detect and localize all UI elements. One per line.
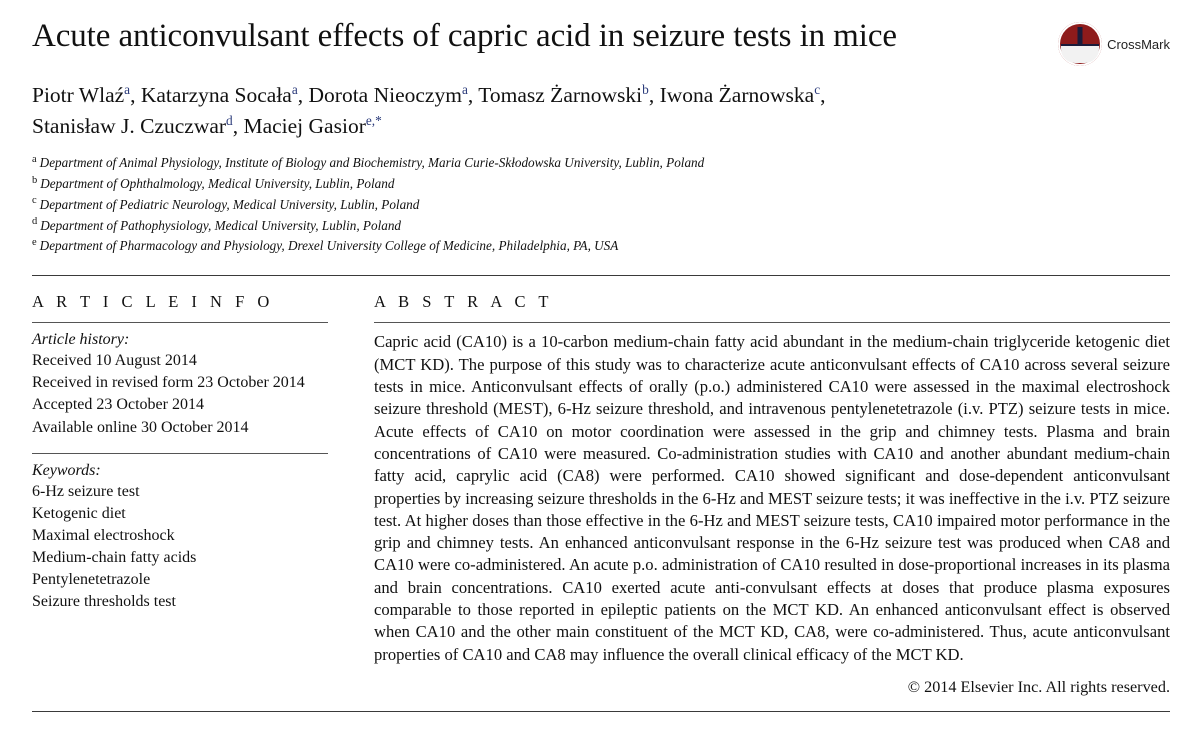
author-affiliation-mark: a xyxy=(124,81,131,97)
corresponding-author-mark: e,* xyxy=(365,112,382,128)
affiliation-item xyxy=(32,174,1170,195)
affiliation-item xyxy=(32,195,1170,216)
author-affiliation-mark: b xyxy=(642,81,649,97)
article-history-title: Article history: xyxy=(32,331,130,349)
page-title: Acute anticonvulsant effects of capric acid in seizure tests in mice xyxy=(32,18,897,54)
article-history-item: Available online 30 October 2014 xyxy=(32,418,249,436)
author-line-2: Stanisław J. Czuczwar$^d$, Maciej Gasior$^{e,*}$ xyxy=(32,112,382,138)
affiliation-mark: a xyxy=(32,153,37,165)
keyword-item: Seizure thresholds test xyxy=(32,593,176,611)
crossmark-icon xyxy=(1058,22,1102,66)
author-name: Iwona Żarnowska xyxy=(659,83,815,107)
affiliation-mark: d xyxy=(32,216,38,228)
keyword-item: Medium-chain fatty acids xyxy=(32,548,197,566)
affiliation-text: Department of Pharmacology and Physiology, Drexel University College of Medicine, Philadelphia, PA, USA xyxy=(39,238,619,254)
keyword-item: Ketogenic diet xyxy=(32,504,126,522)
author-name: Stanisław J. Czuczwar xyxy=(32,113,227,138)
author-line-1: Piotr Wlaź$^a$, Katarzyna Socała$^a$, Dorota Nieoczym$^a$, Tomasz Żarnowski$^b$, Iwona Żarnowska$^c$, xyxy=(32,81,826,107)
keyword-item: Pentylenetetrazole xyxy=(32,570,151,588)
abstract-divider xyxy=(374,322,1170,323)
author-name: Dorota Nieoczym xyxy=(308,83,462,107)
author-affiliation-mark: a xyxy=(291,81,298,97)
abstract-text: Capric acid (CA10) is a 10-carbon medium-chain fatty acid abundant in the medium-chain triglyceride ketogenic diet (MCT KD). The purpose of this study was to characterize acute anticonvulsant effects of CA10 across several seizure tests in mice. Anticonvulsant effects of orally (p.o.) administered CA10 were assessed in the maximal electroshock seizure threshold (MEST), 6-Hz seizure threshold, and intravenous pentylenetetrazole (i.v. PTZ) seizure tests in mice. Acute effects of CA10 on motor coordination were assessed in the grip and chimney tests. Plasma and brain concentrations of CA10 were measured. Co-administration studies with CA10 and another abundant medium-chain fatty acid, caprylic acid (CA8) were performed. CA10 showed significant and dose-dependent anticonvulsant properties by increasing seizure thresholds in the 6-Hz and MEST seizure tests; it was ineffective in the i.v. PTZ seizure test. At higher doses than those effective in the 6-Hz and MEST seizure tests, CA10 impaired motor performance in the grip and chimney tests. An enhanced anticonvulsant response in the 6-Hz seizure test was produced when CA8 and CA10 were co-administered. An acute p.o. administration of CA10 resulted in dose-proportional increases in its plasma and brain concentrations. CA10 exerted acute anti-convulsant effects at doses that produce plasma exposures comparable to those reported in epileptic patients on the MCT KD. An enhanced anticonvulsant effect is observed when CA10 and the other main constituent of the MCT KD, CA8, were co-administered. Thus, acute anticonvulsant properties of CA10 and CA8 may influence the overall clinical efficacy of the MCT KD. xyxy=(374,332,1170,664)
abstract-column xyxy=(352,292,1170,697)
affiliation-item xyxy=(32,236,1170,257)
author-affiliation-mark: a xyxy=(461,81,468,97)
abstract-heading: A B S T R A C T xyxy=(374,292,553,312)
title-row xyxy=(32,18,1170,66)
footer-divider xyxy=(32,711,1170,712)
author-name: Maciej Gasior xyxy=(243,113,366,138)
copyright-notice: © 2014 Elsevier Inc. All rights reserved. xyxy=(907,678,1170,697)
article-history-item: Accepted 23 October 2014 xyxy=(32,396,204,414)
author-list xyxy=(32,80,1072,141)
affiliation-list xyxy=(32,153,1170,257)
header-divider xyxy=(32,275,1170,276)
affiliation-mark: e xyxy=(32,237,37,249)
author-name: Katarzyna Socała xyxy=(140,83,292,107)
article-history-item: Received 10 August 2014 xyxy=(32,352,197,370)
affiliation-item xyxy=(32,153,1170,174)
article-history-item: Received in revised form 23 October 2014 xyxy=(32,374,305,392)
affiliation-mark: c xyxy=(32,195,37,207)
affiliation-text: Department of Animal Physiology, Institute of Biology and Biochemistry, Maria Curie-Skłodowska University, Lublin, Poland xyxy=(39,155,705,171)
keyword-item: 6-Hz seizure test xyxy=(32,482,140,500)
affiliation-mark: b xyxy=(32,174,38,186)
author-affiliation-mark: d xyxy=(226,112,233,128)
author-name: Piotr Wlaź xyxy=(32,83,125,107)
info-abstract-columns xyxy=(32,292,1170,697)
author-name: Tomasz Żarnowski xyxy=(478,83,643,107)
article-info-divider-top xyxy=(32,322,328,323)
affiliation-text: Department of Ophthalmology, Medical University, Lublin, Poland xyxy=(40,175,395,191)
author-affiliation-mark: c xyxy=(814,81,821,97)
crossmark-badge[interactable] xyxy=(1058,22,1170,66)
keyword-item: Maximal electroshock xyxy=(32,526,175,544)
article-info-column xyxy=(32,292,352,697)
keywords-title: Keywords: xyxy=(32,461,101,479)
crossmark-label: CrossMark xyxy=(1107,36,1170,52)
affiliation-item xyxy=(32,216,1170,237)
affiliation-text: Department of Pathophysiology, Medical University, Lublin, Poland xyxy=(40,217,402,233)
article-info-heading: A R T I C L E I N F O xyxy=(32,292,274,312)
affiliation-text: Department of Pediatric Neurology, Medical University, Lublin, Poland xyxy=(39,196,420,212)
article-info-divider-mid xyxy=(32,453,328,454)
